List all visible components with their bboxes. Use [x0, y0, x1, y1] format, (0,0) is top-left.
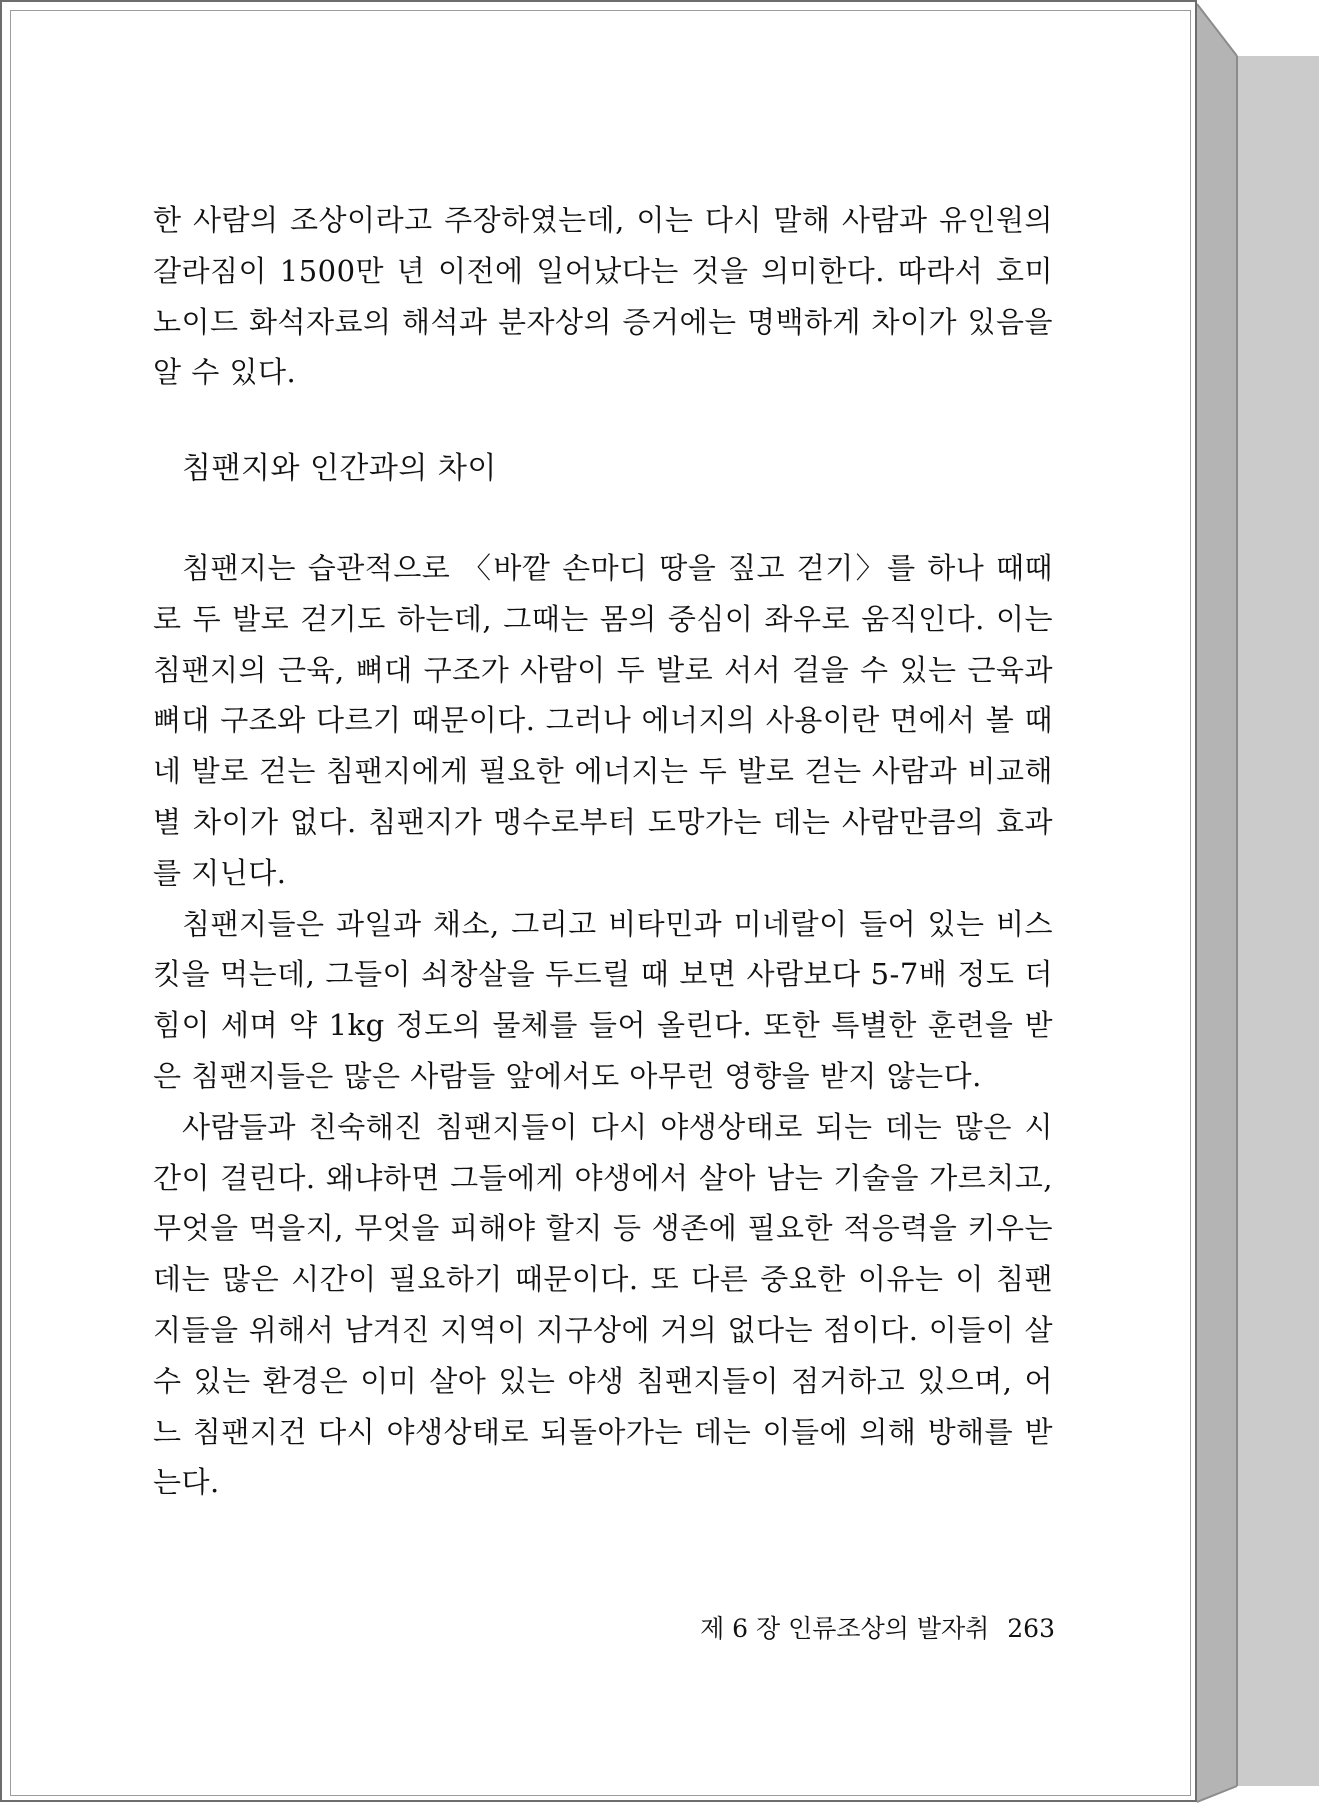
continued-paragraph: 한 사람의 조상이라고 주장하였는데, 이는 다시 말해 사람과 유인원의 갈라짐이 1500만 년 이전에 일어났다는 것을 의미한다. 따라서 호미노이드 화석자료의 해석과 분자상의 증거에는 명백하게 차이가 있음을 알 수 있다. [153, 203, 1053, 390]
paragraph-1: 침팬지는 습관적으로 〈바깥 손마디 땅을 짚고 걷기〉를 하나 때때로 두 발로 걷기도 하는데, 그때는 몸의 중심이 좌우로 움직인다. 이는 침팬지의 근육, 뼈대 구조가 사람이 두 발로 서서 걸을 수 있는 근육과 뼈대 구조와 다르기 때문이다. 그러나 에너지의 사용이란 면에서 볼 때 네 발로 걷는 침팬지에게 필요한 에너지는 두 발로 걷는 사람과 비교해 별 차이가 없다. 침팬지가 맹수로부터 도망가는 데는 사람만큼의 효과를 지닌다. [153, 550, 1053, 890]
section-heading: 침팬지와 인간과의 차이 [182, 451, 497, 487]
page-number: 263 [1007, 1614, 1055, 1643]
page-footer [700, 1609, 1055, 1645]
paragraph-3: 사람들과 친숙해진 침팬지들이 다시 야생상태로 되는 데는 많은 시간이 걸린다. 왜냐하면 그들에게 야생에서 살아 남는 기술을 가르치고, 무엇을 먹을지, 무엇을 피해야 할지 등 생존에 필요한 적응력을 키우는 데는 많은 시간이 필요하기 때문이다. 또 다른 중요한 이유는 이 침팬지들을 위해서 남겨진 지역이 지구상에 거의 없다는 점이다. 이들이 살 수 있는 환경은 이미 살아 있는 야생 침팬지들이 점거하고 있으며, 어느 침팬지건 다시 야생상태로 되돌아가는 데는 이들에 의해 방해를 받는다. [153, 1109, 1053, 1500]
chapter-title: 제 6 장 인류조상의 발자취 [700, 1614, 990, 1643]
page-text [153, 195, 1053, 1508]
paragraph-2: 침팬지들은 과일과 채소, 그리고 비타민과 미네랄이 들어 있는 비스킷을 먹는데, 그들이 쇠창살을 두드릴 때 보면 사람보다 5-7배 정도 더 힘이 세며 약 1kg 정도의 물체를 들어 올린다. 또한 특별한 훈련을 받은 침팬지들은 많은 사람들 앞에서도 아무런 영향을 받지 않는다. [153, 906, 1053, 1093]
book-spine [1197, 0, 1319, 1806]
